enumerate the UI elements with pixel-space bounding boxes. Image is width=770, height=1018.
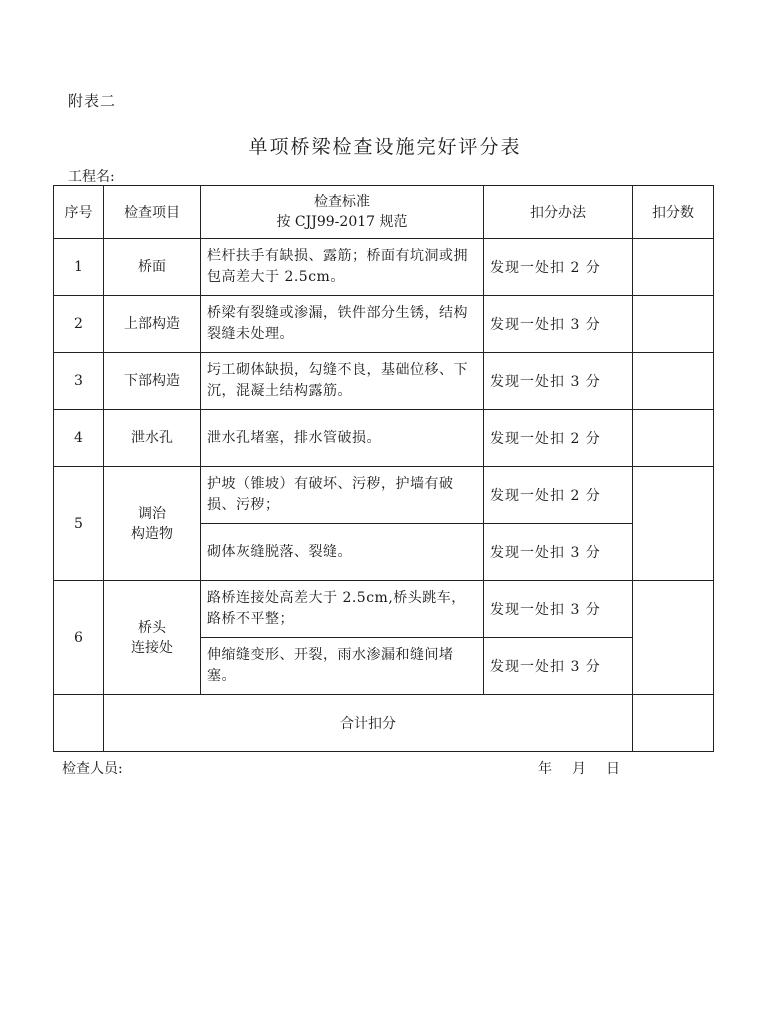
date-field — [538, 758, 640, 778]
deduction-score-cell[interactable] — [633, 353, 714, 410]
deduction-score-cell[interactable] — [633, 239, 714, 296]
inspection-item-line: 构造物 — [131, 525, 173, 542]
project-name-label: 工程名: — [68, 169, 115, 185]
header-method: 扣分办法 — [484, 186, 633, 239]
inspection-standard: 泄水孔堵塞，排水管破损。 — [201, 410, 484, 467]
inspection-item — [104, 410, 201, 467]
deduction-score-cell[interactable] — [633, 581, 714, 695]
table-row — [54, 581, 714, 638]
inspection-item-line: 连接处 — [131, 639, 173, 656]
table-header-row — [54, 186, 714, 239]
row-number: 4 — [54, 410, 104, 467]
inspection-item-line: 桥面 — [138, 259, 166, 275]
row-number: 6 — [54, 581, 104, 695]
deduction-method: 发现一处扣 2 分 — [484, 467, 633, 524]
table-row — [54, 353, 714, 410]
header-no: 序号 — [54, 186, 104, 239]
inspection-item — [104, 353, 201, 410]
inspection-item — [104, 581, 201, 695]
date-day: 日 — [606, 761, 622, 777]
deduction-method: 发现一处扣 3 分 — [484, 638, 633, 695]
row-number: 2 — [54, 296, 104, 353]
score-table — [53, 185, 714, 752]
page-title: 单项桥梁检查设施完好评分表 — [248, 136, 522, 158]
inspection-standard: 桥梁有裂缝或渗漏，铁件部分生锈，结构裂缝未处理。 — [201, 296, 484, 353]
inspection-standard: 护坡（锥坡）有破坏、污秽，护墙有破损、污秽； — [201, 467, 484, 524]
deduction-score-cell[interactable] — [633, 467, 714, 581]
table-row — [54, 296, 714, 353]
header-standard-line2: 按 CJJ99-2017 规范 — [276, 214, 408, 230]
total-row — [54, 695, 714, 752]
inspection-standard: 砌体灰缝脱落、裂缝。 — [201, 524, 484, 581]
row-number: 1 — [54, 239, 104, 296]
deduction-method: 发现一处扣 3 分 — [484, 353, 633, 410]
inspection-item-line: 桥头 — [138, 619, 166, 636]
inspection-item-line: 上部构造 — [124, 316, 180, 332]
score-table-body — [54, 186, 714, 752]
table-row — [54, 410, 714, 467]
deduction-method: 发现一处扣 3 分 — [484, 524, 633, 581]
inspection-standard: 伸缩缝变形、开裂，雨水渗漏和缝间堵塞。 — [201, 638, 484, 695]
row-number: 3 — [54, 353, 104, 410]
deduction-score-cell[interactable] — [633, 410, 714, 467]
date-month: 月 — [572, 761, 588, 777]
total-row-no-cell — [54, 695, 104, 752]
inspection-standard: 圬工砌体缺损，勾缝不良，基础位移、下沉，混凝土结构露筋。 — [201, 353, 484, 410]
inspection-item — [104, 467, 201, 581]
date-year: 年 — [538, 761, 554, 777]
table-row — [54, 467, 714, 524]
header-score: 扣分数 — [633, 186, 714, 239]
inspection-standard: 栏杆扶手有缺损、露筋；桥面有坑洞或拥包高差大于 2.5cm。 — [201, 239, 484, 296]
table-row — [54, 239, 714, 296]
inspection-item — [104, 296, 201, 353]
deduction-method: 发现一处扣 3 分 — [484, 581, 633, 638]
inspection-item — [104, 239, 201, 296]
total-score-cell[interactable] — [633, 695, 714, 752]
header-standard-line1: 检查标准 — [314, 194, 370, 210]
appendix-label: 附表二 — [68, 92, 117, 110]
deduction-method: 发现一处扣 2 分 — [484, 239, 633, 296]
header-standard — [201, 186, 484, 239]
deduction-method: 发现一处扣 3 分 — [484, 296, 633, 353]
deduction-score-cell[interactable] — [633, 296, 714, 353]
inspection-standard: 路桥连接处高差大于 2.5cm,桥头跳车，路桥不平整； — [201, 581, 484, 638]
header-item: 检查项目 — [104, 186, 201, 239]
inspection-item-line: 下部构造 — [124, 373, 180, 389]
deduction-method: 发现一处扣 2 分 — [484, 410, 633, 467]
total-label: 合计扣分 — [104, 695, 633, 752]
row-number: 5 — [54, 467, 104, 581]
inspector-label: 检查人员: — [62, 761, 123, 777]
inspection-item-line: 调治 — [138, 505, 166, 522]
inspection-item-line: 泄水孔 — [131, 430, 173, 446]
